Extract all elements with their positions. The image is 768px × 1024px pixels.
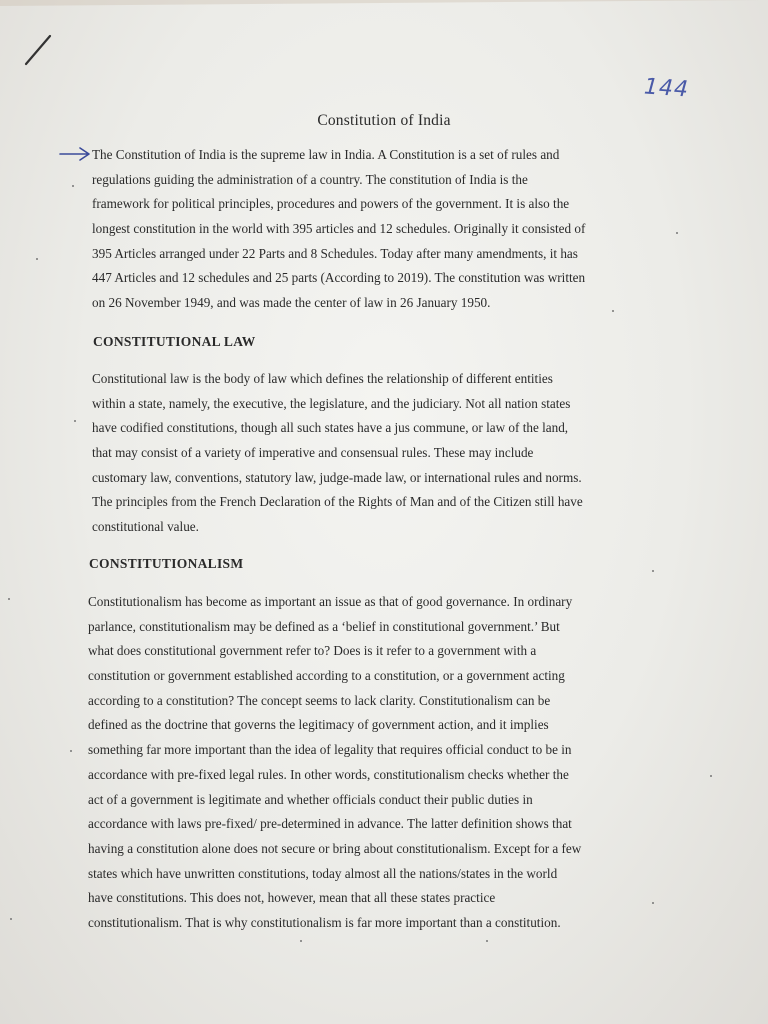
text-line: states which have unwritten constitutions, today almost all the nations/states in the world [88,865,558,881]
text-line: constitutionalism. That is why constitutionalism is far more important than a constitution. [88,914,561,930]
text-line: The Constitution of India is the supreme law in India. A Constitution is a set of rules and [92,147,560,162]
paper-speck [652,902,654,904]
text-line: defined as the doctrine that governs the legitimacy of government action, and it implies [88,717,549,733]
text-line: having a constitution alone does not secure or bring about constitutionalism. Except for a few [88,840,582,856]
text-line: on 26 November 1949, and was made the center of law in 26 January 1950. [92,295,491,311]
text-line: have constitutions. This does not, however, mean that all these states practice [88,890,496,906]
paper-speck [300,940,302,942]
text-line: have codified constitutions, though all such states have a jus commune, or law of the land, [92,420,569,436]
text-line: according to a constitution? The concept seems to lack clarity. Constitutionalism can be [88,692,551,708]
text-line: customary law, conventions, statutory law, judge-made law, or international rules and norms. [92,469,582,485]
text-line: what does constitutional government refer to? Does is it refer to a government with a [88,643,537,659]
constitutional-law-paragraph [92,367,658,540]
text-line: regulations guiding the administration of a country. The constitution of India is the [92,171,528,187]
text-line: within a state, namely, the executive, the legislature, and the judiciary. Not all nation states [92,395,571,411]
text-line: framework for political principles, procedures and powers of the government. It is also the [92,196,570,212]
paper-speck [8,598,10,600]
text-line: constitutional value. [92,519,199,535]
text-line: constitution or government established according to a constitution, or a government acting [88,668,565,684]
text-line: something far more important than the idea of legality that requires official conduct to be in [88,742,572,758]
document-title: Constitution of India [317,112,451,129]
paper-edge [0,0,760,6]
paper-speck [710,775,712,777]
paper-speck [676,232,678,234]
pen-stroke-mark [20,30,60,70]
constitutionalism-paragraph [88,590,640,936]
section-heading-constitutional-law: CONSTITUTIONAL LAW [93,334,256,349]
text-line: that may consist of a variety of imperative and consensual rules. These may include [92,445,534,461]
paper-speck [10,918,12,920]
text-line: The principles from the French Declaration of the Rights of Man and of the Citizen still have [92,494,583,510]
text-line: longest constitution in the world with 395 articles and 12 schedules. Originally it consisted of [92,221,586,237]
paper-speck [612,310,614,312]
text-line: Constitutionalism has become as important an issue as that of good governance. In ordinary [88,594,573,609]
paper-speck [652,570,654,572]
right-arrow-icon [58,146,92,162]
paper-speck [72,185,74,187]
paper-speck [74,420,76,422]
text-line: Constitutional law is the body of law which defines the relationship of different entities [92,371,553,386]
handwritten-page-number: 144 [643,74,690,103]
intro-paragraph [92,143,658,316]
section-heading-constitutionalism: CONSTITUTIONALISM [89,556,244,571]
text-line: accordance with pre-fixed legal rules. In other words, constitutionalism checks whether the [88,766,569,782]
text-line: 395 Articles arranged under 22 Parts and 8 Schedules. Today after many amendments, it has [92,245,578,261]
paper-speck [70,750,72,752]
text-line: accordance with laws pre-fixed/ pre-determined in advance. The latter definition shows that [88,816,572,832]
paper-speck [36,258,38,260]
text-line: parlance, constitutionalism may be defined as a ‘belief in constitutional government.’ But [88,618,560,634]
text-line: act of a government is legitimate and whether officials conduct their public duties in [88,791,533,807]
text-line: 447 Articles and 12 schedules and 25 parts (According to 2019). The constitution was written [92,270,586,286]
paper-speck [486,940,488,942]
